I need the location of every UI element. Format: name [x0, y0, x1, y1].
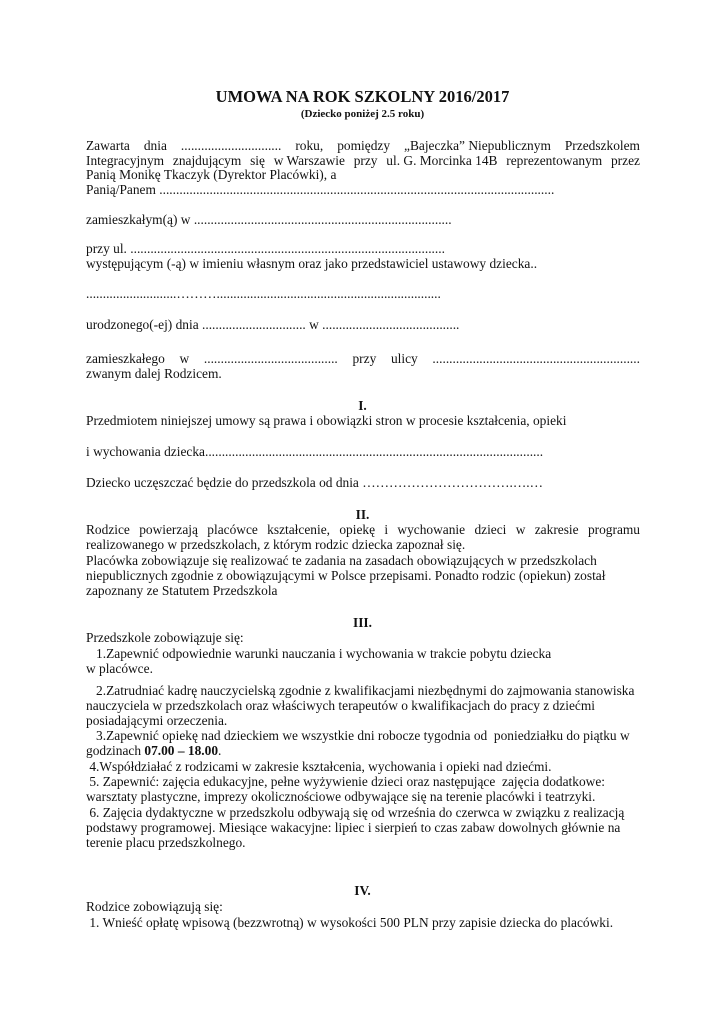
section-4-point-1: 1. Wnieść opłatę wpisową (bezzwrotną) w wysokości 500 PLN przy zapisie dziecka do placówki.	[86, 915, 614, 930]
intro-line-1: Zawarta dnia .............................. roku, pomiędzy „Bajeczka” Niepublicznym Przedszkolem	[86, 138, 640, 153]
section-3-point-5b: warsztaty plastyczne, imprezy okolicznościowe odbywające się na terenie placówki i teatrzyki.	[86, 789, 596, 804]
section-4-lead: Rodzice zobowiązują się:	[86, 899, 223, 914]
section-3-point-4: 4.Współdziałać z rodzicami w zakresie kształcenia, wychowania i opieki nad dziećmi.	[86, 759, 552, 774]
section-3-point-6a: 6. Zajęcia dydaktyczne w przedszkolu odbywają się od września do czerwca w związku z realizacją	[86, 805, 625, 820]
intro-line-7: występującym (-ą) w imieniu własnym oraz jako przedstawiciel ustawowy dziecka..	[86, 256, 538, 271]
section-3-point-3a: 3.Zapewnić opiekę nad dzieckiem we wszystkie dni robocze tygodnia od poniedziałku do piątku w	[86, 728, 630, 743]
intro-line-3: Panią Monikę Tkaczyk (Dyrektor Placówki), a	[86, 167, 337, 182]
document-subtitle: (Dziecko poniżej 2.5 roku)	[300, 108, 425, 120]
section-3-point-3b: godzinach 07.00 – 18.00.	[86, 743, 222, 758]
intro-line-2: Integracyjnym znajdującym się w Warszawie przy ul. G. Morcinka 14B reprezentowanym przez	[86, 153, 640, 168]
section-3-point-5a: 5. Zapewnić: zajęcia edukacyjne, pełne wyżywienie dzieci oraz następujące zajęcia dodatkowe:	[86, 774, 605, 789]
section-2-line-1: Rodzice powierzają placówce kształcenie, opiekę i wychowanie dzieci w zakresie programu	[86, 522, 640, 537]
section-3-point-2a: 2.Zatrudniać kadrę nauczycielską zgodnie z kwalifikacjami niezbędnymi do zajmowania stanowiska	[86, 683, 635, 698]
intro-residence-line: zamieszkałym(ą) w .............................................................................	[86, 212, 452, 227]
section-3-point-6c: terenie placu przedszkolnego.	[86, 835, 246, 850]
section-3-lead: Przedszkole zobowiązuje się:	[86, 630, 244, 645]
section-3-point-1b: w placówce.	[86, 661, 153, 676]
section-3-number: III.	[353, 615, 372, 630]
section-3-point-2b: nauczyciela w przedszkolach oraz właściwych terapeutów o kwalifikacjach do pracy z dziećmi	[86, 698, 595, 713]
section-2-line-5: zapoznany ze Statutem Przedszkola	[86, 583, 278, 598]
intro-street-line: przy ul. ..............................................................................................	[86, 241, 445, 256]
section-2-number: II.	[355, 507, 370, 522]
section-4-number: IV.	[354, 883, 371, 898]
section-1-line-2: i wychowania dziecka.....................................................................................................	[86, 444, 544, 459]
section-2-line-3: Placówka zobowiązuje się realizować te zadania na zasadach obowiązujących w przedszkolach	[86, 553, 597, 568]
section-3-point-6b: podstawy programowej. Miesiące wakacyjne: lipiec i sierpień to czas zabaw dowolnych głównie na	[86, 820, 621, 835]
section-1-start-date-line: Dziecko uczęszczać będzie do przedszkola od dnia …………………………….….…	[86, 475, 543, 490]
document-title: UMOWA NA ROK SZKOLNY 2016/2017	[215, 87, 510, 106]
section-3-point-2c: posiadającymi orzeczenia.	[86, 713, 228, 728]
section-3-point-1a: 1.Zapewnić odpowiednie warunki nauczania i wychowania w trakcie pobytu dziecka	[86, 646, 552, 661]
intro-address-line: zamieszkałego w ........................................ przy ulicy ..............................................................	[86, 351, 640, 366]
intro-birth-line: urodzonego(-ej) dnia ............................... w .........................................	[86, 317, 460, 332]
intro-parent-name-line: Panią/Panem ......................................................................................................................	[86, 182, 555, 197]
opening-hours: 07.00 – 18.00	[144, 743, 219, 758]
section-2-line-2: realizowanego w przedszkolach, z którym rodzic dziecka zapoznał się.	[86, 537, 466, 552]
section-2-line-4: niepublicznych zgodnie z obowiązującymi w Polsce przepisami. Ponadto rodzic (opiekun) został	[86, 568, 606, 583]
section-1-line-1: Przedmiotem niniejszej umowy są prawa i obowiązki stron w procesie kształcenia, opieki	[86, 413, 567, 428]
intro-line-11: zwanym dalej Rodzicem.	[86, 366, 222, 381]
intro-child-name-line: ...........................………...................................................................	[86, 286, 441, 301]
section-1-number: I.	[358, 398, 367, 413]
